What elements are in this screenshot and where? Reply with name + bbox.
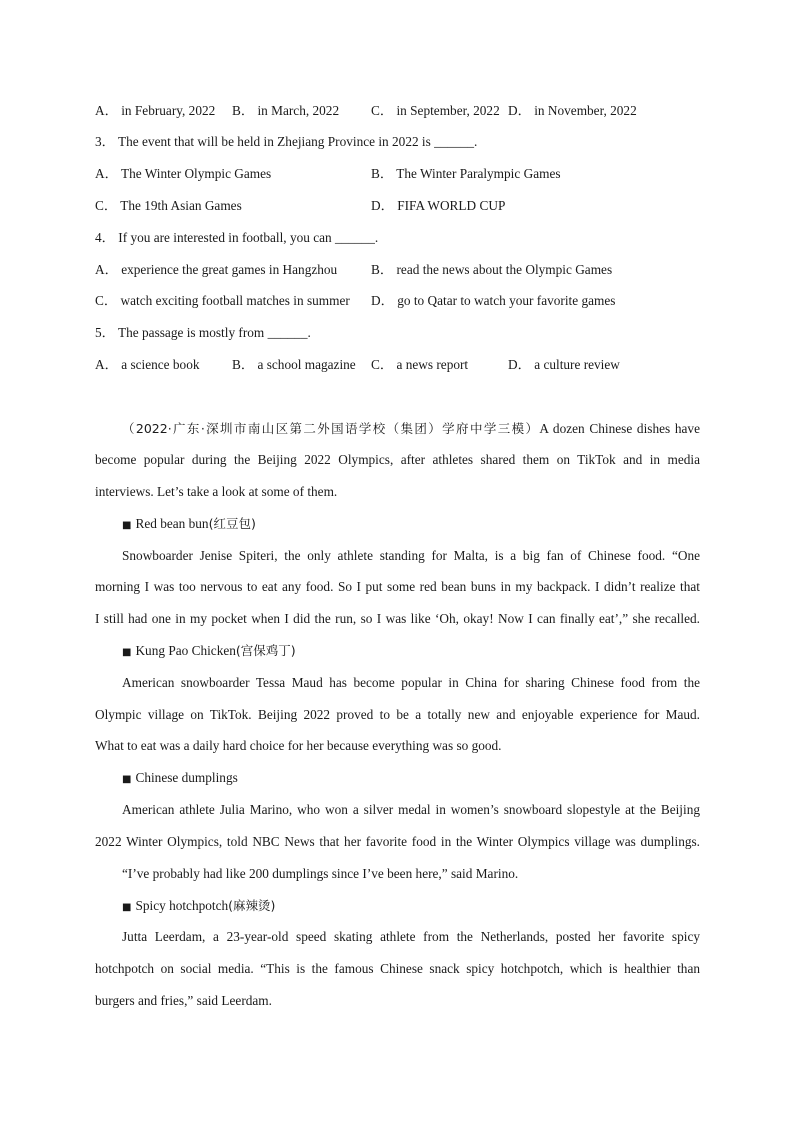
q5-option-b: B． a school magazine xyxy=(232,357,356,372)
heading-chinese: (红豆包) xyxy=(208,516,256,531)
bullet-icon: ■ xyxy=(122,520,132,531)
passage-intro-1: A dozen Chinese dishes have xyxy=(539,421,700,436)
q3-option-c: C． The 19th Asian Games xyxy=(95,198,242,213)
question-5-options xyxy=(95,356,700,374)
section-1-line-2: morning I was too nervous to eat any food. So I put some red bean buns in my backpack. I didn’t realize that xyxy=(95,579,700,594)
q3-option-d: D． FIFA WORLD CUP xyxy=(371,198,506,213)
q4-option-b: B． read the news about the Olympic Games xyxy=(371,262,613,277)
question-3-options-row-2 xyxy=(95,197,700,215)
section-4-line-3: burgers and fries,” said Leerdam. xyxy=(95,993,272,1008)
heading-text: Spicy hotchpotch xyxy=(135,898,229,913)
bullet-icon: ■ xyxy=(122,647,132,658)
bullet-icon: ■ xyxy=(122,902,132,913)
section-4-line-1: Jutta Leerdam, a 23-year-old speed skating athlete from the Netherlands, posted her favorite spicy xyxy=(122,929,700,944)
heading-chinese: (宫保鸡丁) xyxy=(235,643,296,658)
q4-option-a: A． experience the great games in Hangzhou xyxy=(95,262,338,277)
heading-text: Chinese dumplings xyxy=(135,770,238,785)
q2-option-c: C． in September, 2022 xyxy=(371,103,500,118)
q4-option-c: C． watch exciting football matches in summer xyxy=(95,293,350,308)
passage-intro-line-3: interviews. Let’s take a look at some of them. xyxy=(95,484,338,499)
section-heading-red-bean-bun xyxy=(122,515,256,535)
section-3-line-3: “I’ve probably had like 200 dumplings since I’ve been here,” said Marino. xyxy=(122,866,519,881)
section-2-line-1: American snowboarder Tessa Maud has become popular in China for sharing Chinese food from the xyxy=(122,675,700,690)
passage-source: （2022·广东·深圳市南山区第二外国语学校（集团）学府中学三模） xyxy=(122,421,540,436)
q2-option-d: D． in November, 2022 xyxy=(508,103,637,118)
section-4-line-2: hotchpotch on social media. “This is the famous Chinese snack spicy hotchpotch, which is healthier than xyxy=(95,961,700,976)
question-4-text: 4． If you are interested in football, you can ______. xyxy=(95,230,379,245)
section-heading-spicy-hotchpotch xyxy=(122,897,275,917)
passage-intro-line-2: become popular during the Beijing 2022 Olympics, after athletes shared them on TikTok and in media xyxy=(95,452,700,467)
passage-intro-line-1 xyxy=(122,420,700,438)
section-1-line-1: Snowboarder Jenise Spiteri, the only athlete standing for Malta, is a big fan of Chinese food. “One xyxy=(122,548,700,563)
section-heading-chinese-dumplings xyxy=(122,769,238,789)
bullet-icon: ■ xyxy=(122,774,132,785)
q3-option-b: B． The Winter Paralympic Games xyxy=(371,166,561,181)
q2-option-a: A． in February, 2022 xyxy=(95,103,216,118)
section-3-line-2: 2022 Winter Olympics, told NBC News that her favorite food in the Winter Olympics village was dumplings. xyxy=(95,834,700,849)
question-2-options xyxy=(95,102,700,120)
q2-option-b: B． in March, 2022 xyxy=(232,103,340,118)
question-3-options-row-1 xyxy=(95,165,700,183)
q5-option-d: D． a culture review xyxy=(508,357,620,372)
q5-option-a: A． a science book xyxy=(95,357,200,372)
q5-option-c: C． a news report xyxy=(371,357,469,372)
section-3-line-1: American athlete Julia Marino, who won a silver medal in women’s snowboard slopestyle at the Beijing xyxy=(122,802,700,817)
q4-option-d: D． go to Qatar to watch your favorite games xyxy=(371,293,616,308)
heading-text: Red bean bun xyxy=(135,516,209,531)
q3-option-a: A． The Winter Olympic Games xyxy=(95,166,272,181)
section-2-line-3: What to eat was a daily hard choice for her because everything was so good. xyxy=(95,738,502,753)
heading-text: Kung Pao Chicken xyxy=(135,643,236,658)
question-5-text: 5． The passage is mostly from ______. xyxy=(95,325,311,340)
question-4-options-row-1 xyxy=(95,261,700,279)
section-1-line-3: I still had one in my pocket when I did the run, so I was like ‘Oh, okay! Now I can finally eat’,” she recalled. xyxy=(95,611,700,626)
question-3-text: 3． The event that will be held in Zhejiang Province in 2022 is ______. xyxy=(95,134,478,149)
section-heading-kung-pao-chicken xyxy=(122,642,296,662)
section-2-line-2: Olympic village on TikTok. Beijing 2022 proved to be a totally new and enjoyable experience for Maud. xyxy=(95,707,700,722)
question-4-options-row-2 xyxy=(95,292,700,310)
heading-chinese: (麻辣烫) xyxy=(228,898,276,913)
